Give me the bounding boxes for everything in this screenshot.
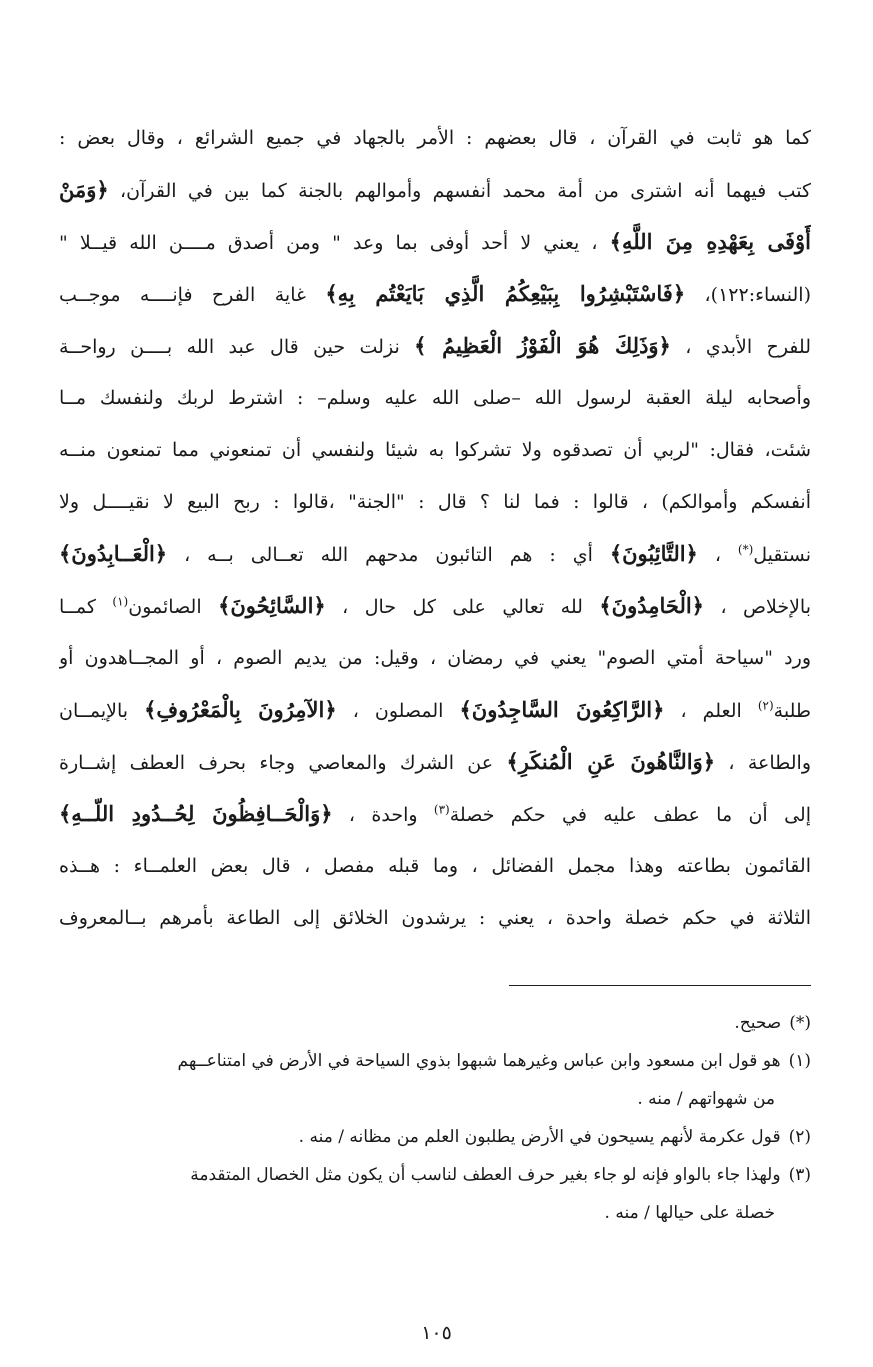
- quran-verse: ﴿الْعَــابِدُونَ﴾: [59, 541, 168, 566]
- main-body-text: [59, 112, 811, 944]
- text-line: [59, 476, 811, 528]
- text-line: [59, 424, 811, 476]
- quran-verse: ﴿الرَّاكِعُونَ السَّاجِدُونَ﴾: [459, 697, 665, 722]
- quran-verse: ﴿التَّائِبُونَ﴾: [609, 541, 698, 566]
- text-segment: القائمون بطاعته وهذا مجمل الفضائل ، وما قبله مفصل ، قال بعض العلمــاء : هــذه: [59, 855, 811, 877]
- quran-verse: أَوْفَى بِعَهْدِهِ مِنَ اللَّهِ﴾: [609, 229, 811, 254]
- footnote-continuation: خصلة على حيالها / منه .: [604, 1203, 775, 1223]
- quran-verse: ﴿الْحَامِدُونَ﴾: [599, 593, 704, 618]
- text-segment: طلبة: [773, 700, 811, 722]
- text-segment: العلم ،: [664, 700, 758, 722]
- text-segment: كمــا: [59, 596, 113, 618]
- footnote-number: (٢): [788, 1127, 811, 1147]
- text-segment: ، يعني لا أحد أوفى بما وعد " ومن أصدق مــــن الله قيــلا ": [59, 232, 610, 254]
- footnote-marker: (*): [737, 542, 754, 557]
- footnote-marker: (٢): [757, 698, 774, 713]
- footnote-divider: [509, 985, 811, 986]
- text-segment: كما هو ثابت في القرآن ، قال بعضهم : الأمر بالجهاد في جميع الشرائع ، وقال بعض :: [59, 127, 811, 149]
- quran-verse: ﴿وَالْحَــافِظُونَ لِحُــدُودِ اللّــهِ﴾: [59, 801, 333, 826]
- footnote-marker: (٣): [433, 802, 450, 817]
- quran-verse: ﴿وَمَنْ: [59, 177, 109, 202]
- text-line: [59, 164, 811, 216]
- text-segment: ،: [697, 544, 738, 566]
- text-segment: الصائمون: [128, 596, 219, 618]
- text-segment: بالإخلاص ،: [704, 596, 811, 618]
- text-line: [59, 632, 811, 684]
- text-segment: وأصحابه ليلة العقبة لرسول الله –صلى الله عليه وسلم– : اشترط لربك ولنفسك مــا: [59, 387, 811, 409]
- text-segment: للفرح الأبدي ،: [670, 336, 811, 358]
- text-segment: بالإيمــان: [59, 700, 145, 722]
- text-line: [59, 268, 811, 320]
- page-number: ١٠٥: [421, 1322, 452, 1344]
- quran-verse: ﴿وَذَلِكَ هُوَ الْفَوْزُ الْعَظِيمُ ﴾: [414, 333, 671, 358]
- text-segment: نستقيل: [753, 544, 811, 566]
- text-line: [59, 528, 811, 580]
- text-segment: عن الشرك والمعاصي وجاء بحرف العطف إشــارة: [59, 752, 507, 774]
- text-line: [59, 216, 811, 268]
- footnote-text: قول عكرمة لأنهم يسيحون في الأرض يطلبون العلم من مظانه / منه .: [298, 1127, 781, 1147]
- text-segment: ورد "سياحة أمتي الصوم" يعني في رمضان ، وقيل: من يديم الصوم ، أو المجــاهدون أو: [59, 647, 811, 669]
- text-line: [59, 840, 811, 892]
- text-segment: إلى أن ما عطف عليه في حكم خصلة: [449, 804, 811, 826]
- footnote-continuation: من شهواتهم / منه .: [637, 1089, 775, 1109]
- footnote: [59, 1118, 811, 1156]
- footnote-number: (*): [789, 1013, 811, 1033]
- text-segment: المصلون ،: [336, 700, 460, 722]
- footnote-number: (١): [788, 1051, 811, 1071]
- footnote: [59, 1042, 811, 1080]
- text-segment: أي : هم التائبون مدحهم الله تعــالى بــه ،: [167, 544, 610, 566]
- text-line: [59, 372, 811, 424]
- footnote: [59, 1156, 811, 1194]
- footnote: [59, 1004, 811, 1042]
- footnote-marker: (١): [112, 594, 129, 609]
- text-segment: كتب فيهما أنه اشترى من أمة محمد أنفسهم وأموالهم بالجنة كما بين في القرآن،: [108, 180, 811, 202]
- quran-verse: ﴿وَالنَّاهُونَ عَنِ الْمُنكَرِ﴾: [506, 749, 716, 774]
- text-segment: لله تعالي على كل حال ،: [325, 596, 600, 618]
- text-line: [59, 580, 811, 632]
- text-line: [59, 736, 811, 788]
- text-segment: الثلاثة في حكم خصلة واحدة ، يعني : يرشدون الخلائق إلى الطاعة بأمرهم بــالمعروف: [59, 907, 811, 929]
- text-segment: غاية الفرح فإنــــه موجــب: [59, 284, 326, 306]
- footnotes-section: [59, 1004, 811, 1232]
- text-line: [59, 788, 811, 840]
- quran-verse: ﴿السَّائِحُونَ﴾: [218, 593, 326, 618]
- footnote-text: ولهذا جاء بالواو فإنه لو جاء بغير حرف العطف لناسب أن يكون مثل الخصال المتقدمة: [190, 1165, 781, 1185]
- text-segment: (النساء:١٢٢)،: [685, 284, 811, 306]
- text-line: [59, 892, 811, 944]
- footnote-text: صحيح.: [734, 1013, 782, 1033]
- text-line: [59, 112, 811, 164]
- quran-verse: ﴿فَاسْتَبْشِرُوا بِبَيْعِكُمُ الَّذِي بَايَعْتُم بِهِ﴾: [325, 281, 686, 306]
- footnote-number: (٣): [788, 1165, 811, 1185]
- text-segment: والطاعة ،: [715, 752, 811, 774]
- footnote-text: هو قول ابن مسعود وابن عباس وغيرهما شبهوا بذوي السياحة في الأرض في امتناعــهم: [177, 1051, 781, 1071]
- text-segment: أنفسكم وأموالكم) ، قالوا : فما لنا ؟ قال : "الجنة" ،قالوا : ربح البيع لا نقيــــل ولا: [59, 491, 811, 513]
- text-segment: نزلت حين قال عبد الله بــــن رواحــة: [59, 336, 415, 358]
- text-line: [59, 684, 811, 736]
- text-segment: واحدة ،: [332, 804, 434, 826]
- text-segment: شئت، فقال: "لربي أن تصدقوه ولا تشركوا به شيئا ولنفسي أن تمنعوني مما تمنعون منــه: [59, 439, 811, 461]
- quran-verse: ﴿الآمِرُونَ بِالْمَعْرُوفِ﴾: [144, 697, 337, 722]
- text-line: [59, 320, 811, 372]
